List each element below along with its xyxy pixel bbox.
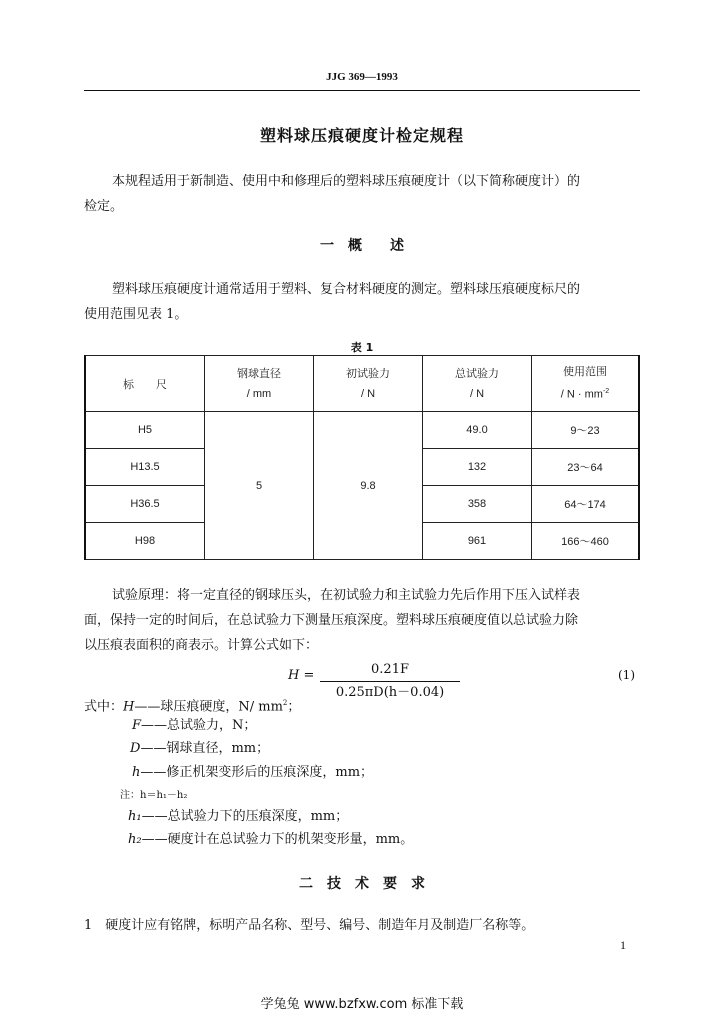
var-h-desc: ——修正机架变形后的压痕深度，mm；: [140, 765, 374, 780]
principle-paragraph: [84, 583, 640, 658]
var-D-symbol: D: [130, 741, 141, 756]
cell-total-force: 132: [423, 449, 532, 486]
table-row: [85, 412, 639, 449]
var-h1: [128, 806, 348, 828]
header-ball-diameter-label: 钢球直径: [237, 367, 281, 380]
fraction-bar: [320, 681, 460, 682]
cell-total-force: 961: [423, 523, 532, 560]
header-initial-force: [314, 356, 423, 412]
footer-watermark: 学兔兔 www.bzfxw.com 标准下载: [260, 997, 464, 1012]
header-initial-force-label: 初试验力: [346, 367, 390, 380]
var-D: [130, 738, 269, 760]
cell-range: 9～23: [532, 412, 640, 449]
standard-code: JJG 369—1993: [326, 71, 398, 83]
page-number: 1: [620, 938, 626, 952]
semicolon: ；: [287, 699, 301, 715]
exponent-two: 2: [282, 699, 288, 707]
section-1-title: 一 概 述: [320, 238, 404, 254]
cell-ball-diameter: 5: [205, 412, 314, 560]
cell-scale: H98: [85, 523, 205, 560]
var-h: [132, 762, 373, 784]
formula-fraction: [300, 660, 480, 703]
header-ball-diameter-unit: / mm: [246, 387, 272, 400]
var-F-symbol: F: [132, 718, 142, 733]
intro-line-1: 本规程适用于新制造、使用中和修理后的塑料球压痕硬度计（以下简称硬度计）的: [112, 174, 581, 189]
overview-line-2: 使用范围见表 1。: [84, 307, 188, 322]
cell-initial-force: 9.8: [314, 412, 423, 560]
table-header-row: [85, 356, 639, 412]
document-title: 塑料球压痕硬度计检定规程: [259, 126, 464, 145]
var-h1-desc: ——总试验力下的压痕深度，mm；: [141, 809, 349, 824]
var-h2-desc: ——硬度计在总试验力下的机架变形量，mm。: [141, 832, 414, 847]
var-H-symbol: H: [123, 699, 135, 715]
var-F: [132, 715, 256, 737]
var-prefix: 式中：: [84, 699, 124, 715]
cell-scale: H36.5: [85, 486, 205, 523]
cell-scale: H5: [85, 412, 205, 449]
requirement-item-1: [84, 913, 640, 938]
table-caption: 表 1: [350, 341, 374, 354]
formula-number: (1): [618, 668, 635, 682]
header-initial-force-unit: / N: [360, 387, 376, 400]
header-range-label: 使用范围: [563, 366, 607, 379]
header-total-force-unit: / N: [469, 387, 485, 400]
cell-total-force: 49.0: [423, 412, 532, 449]
requirement-item-1-text: 1 硬度计应有铭牌，标明产品名称、型号、编号、制造年月及制造厂名称等。: [84, 918, 535, 933]
principle-line-1: 试验原理：将一定直径的钢球压头，在初试验力和主试验力先后作用下压入试样表: [112, 588, 581, 603]
cell-total-force: 358: [423, 486, 532, 523]
section-2-title: 二 技 术 要 求: [299, 876, 425, 892]
var-h2-symbol: h₂: [128, 832, 142, 847]
header-ball-diameter: [205, 356, 314, 412]
exponent-minus-two: -2: [602, 388, 610, 396]
header-total-force-label: 总试验力: [455, 367, 499, 380]
header-range-unit: / N · mm: [560, 388, 603, 401]
overview-paragraph: [84, 277, 640, 327]
header-divider: [84, 90, 640, 91]
overview-line-1: 塑料球压痕硬度计通常适用于塑料、复合材料硬度的测定。塑料球压痕硬度标尺的: [112, 282, 581, 297]
var-h2: [128, 829, 413, 851]
principle-line-3: 以压痕表面积的商表示。计算公式如下：: [84, 638, 319, 653]
header-range: [532, 356, 640, 412]
header-total-force: [423, 356, 532, 412]
var-H: [84, 692, 300, 714]
var-H-desc: ——球压痕硬度，N/ mm: [134, 699, 283, 715]
var-h1-symbol: h₁: [128, 809, 142, 824]
var-D-desc: ——钢球直径，mm；: [140, 741, 270, 756]
var-h-symbol: h: [132, 765, 141, 780]
header-range-unit-wrap: [532, 382, 638, 405]
cell-range: 166～460: [532, 523, 640, 560]
var-note: 注：h＝h₁－h₂: [120, 790, 188, 801]
cell-range: 23～64: [532, 449, 640, 486]
formula-denominator: 0.25πD(h－0.04): [335, 685, 445, 700]
var-F-desc: ——总试验力，N；: [141, 718, 257, 733]
intro-line-2: 检定。: [84, 199, 124, 214]
cell-scale: H13.5: [85, 449, 205, 486]
scale-table: [84, 355, 640, 560]
header-scale: 标 尺: [85, 356, 205, 412]
intro-paragraph: [84, 169, 640, 219]
principle-line-2: 面，保持一定的时间后，在总试验力下测量压痕深度。塑料球压痕硬度值以总试验力除: [84, 613, 579, 628]
cell-range: 64～174: [532, 486, 640, 523]
formula-lhs: H =: [288, 668, 315, 683]
formula-numerator: 0.21F: [371, 662, 409, 677]
